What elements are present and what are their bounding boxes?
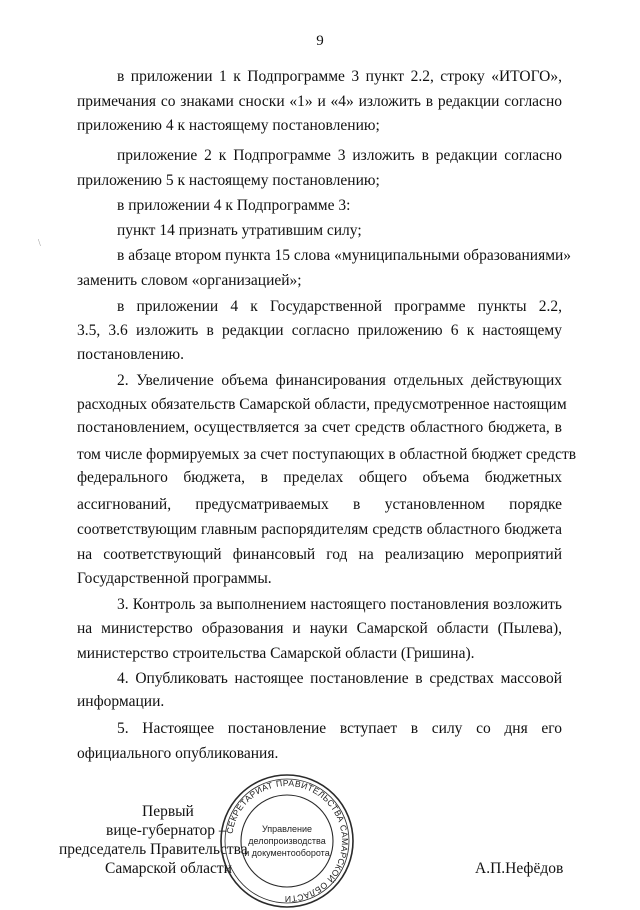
text-line: Государственной программы. (77, 570, 272, 587)
text-line: постановлением, осуществляется за счет средств областного бюджета, в (77, 419, 562, 436)
page-number: 9 (316, 33, 324, 49)
margin-mark: \ (38, 238, 41, 249)
text-line: 2. Увеличение объема финансирования отдельных действующих (117, 372, 562, 389)
text-line: министерство строительства Самарской области (Гришина). (77, 645, 475, 662)
text-line: расходных обязательств Самарской области, предусмотренное настоящим (77, 396, 567, 413)
text-line: приложению 5 к настоящему постановлению; (77, 172, 380, 189)
signatory-position-line4: Самарской области (105, 860, 232, 877)
text-line: примечания со знаками сноски «1» и «4» изложить в редакции согласно (77, 93, 562, 110)
text-line: 3.5, 3.6 изложить в редакции согласно приложению 6 к настоящему (77, 322, 562, 339)
text-line: соответствующим главным распорядителям средств областного бюджета (77, 521, 562, 538)
signatory-position-line3: председатель Правительства (59, 841, 248, 858)
text-line: в приложении 4 к Подпрограмме 3: (117, 197, 351, 214)
text-line: приложению 4 к настоящему постановлению; (77, 117, 380, 134)
signatory-position-line1: Первый (142, 803, 194, 820)
text-line: на соответствующий финансовый год на реализацию мероприятий (77, 546, 562, 563)
text-line: 4. Опубликовать настоящее постановление в средствах массовой (117, 670, 562, 687)
text-line: в приложении 4 к Государственной программе пункты 2.2, (117, 298, 562, 315)
text-line: федерального бюджета, в пределах общего объема бюджетных (77, 469, 562, 486)
text-line: в приложении 1 к Подпрограмме 3 пункт 2.2, строку «ИТОГО», (117, 68, 562, 85)
text-line: том числе формируемых за счет поступающих в областной бюджет средств (77, 446, 577, 463)
signatory-name: А.П.Нефёдов (475, 860, 564, 877)
text-line: на министерство образования и науки Самарской области (Пылева), (77, 620, 562, 637)
text-line: приложение 2 к Подпрограмме 3 изложить в редакции согласно (117, 147, 562, 164)
seal-center-line3: и документооборота (244, 848, 330, 858)
signatory-position-line2: вице-губернатор – (106, 822, 227, 839)
official-seal (218, 772, 356, 910)
text-line: постановлению. (77, 346, 184, 363)
text-line: 3. Контроль за выполнением настоящего постановления возложить (117, 596, 562, 613)
seal-center-line1: Управление (261, 824, 313, 834)
text-line: 5. Настоящее постановление вступает в силу со дня его (117, 720, 562, 737)
text-line: ассигнований, предусматриваемых в установленном порядке (77, 496, 562, 513)
seal-center-line2: делопроизводства (248, 836, 326, 846)
text-line: заменить словом «организацией»; (77, 272, 302, 289)
seal-ring-text: СЕКРЕТАРИАТ ПРАВИТЕЛЬСТВА САМАРСКОЙ ОБЛАСТИ (224, 777, 351, 905)
text-line: в абзаце втором пункта 15 слова «муниципальными образованиями» (117, 247, 572, 264)
text-line: официального опубликования. (77, 745, 279, 762)
text-line: информации. (77, 693, 165, 710)
text-line: пункт 14 признать утратившим силу; (117, 222, 362, 239)
